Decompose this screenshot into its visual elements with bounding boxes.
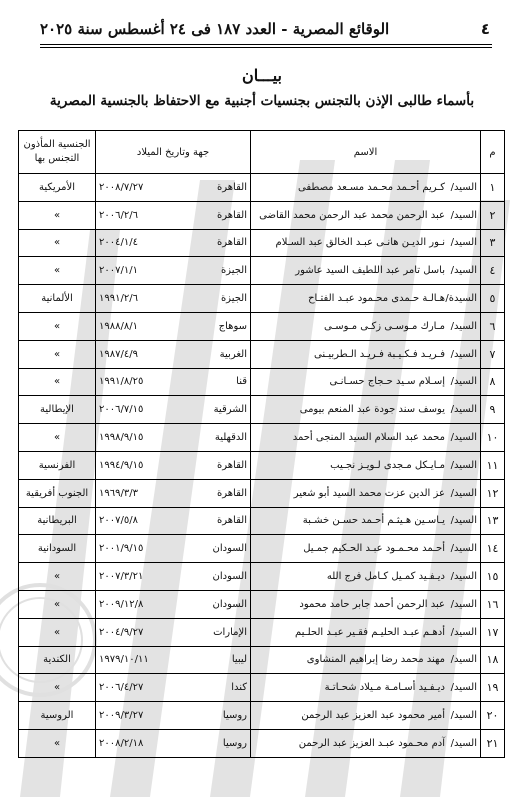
name-prefix: السيدة/ xyxy=(445,293,477,305)
row-number: ٢٠ xyxy=(481,702,505,730)
applicant-name-cell xyxy=(251,451,481,479)
name-prefix: السيد/ xyxy=(450,598,477,610)
nationality: الجنوب أفريقية xyxy=(19,479,96,507)
table-row xyxy=(19,535,505,563)
page-number: ٤ xyxy=(480,20,490,38)
applicant-name-cell xyxy=(251,563,481,591)
birth-place: السودان xyxy=(212,543,247,555)
table-row xyxy=(19,229,505,257)
applicant-name: عبد الرحمن محمد عبد الرحمن محمد القاضى xyxy=(259,209,445,221)
name-prefix: السيد/ xyxy=(450,376,477,388)
header-no: م xyxy=(481,131,505,174)
birth-date: ١٩٨٧/٤/٩ xyxy=(99,348,138,360)
applicant-name: هـالـة حـمدى محـمود عبـد الفتـاح xyxy=(308,293,445,305)
applicant-name-cell xyxy=(251,646,481,674)
nationality: الإيطالية xyxy=(19,396,96,424)
table-row xyxy=(19,396,505,424)
birth-place: ليبيا xyxy=(231,654,247,666)
nationality: » xyxy=(19,424,96,452)
birth-cell xyxy=(96,618,251,646)
birth-cell xyxy=(96,396,251,424)
name-prefix: السيد/ xyxy=(450,209,477,221)
birth-place: القاهرة xyxy=(217,209,247,221)
birth-date: ١٩٨٨/٨/١ xyxy=(99,320,138,332)
nationality: الروسية xyxy=(19,702,96,730)
header-name: الاسم xyxy=(251,131,481,174)
birth-place: كندا xyxy=(231,682,247,694)
row-number: ١٣ xyxy=(481,507,505,535)
nationality: » xyxy=(19,729,96,757)
birth-place: الشرقية xyxy=(213,404,247,416)
birth-cell xyxy=(96,590,251,618)
birth-date: ٢٠٠٤/١/٤ xyxy=(99,237,138,249)
table-row xyxy=(19,257,505,285)
row-number: ٣ xyxy=(481,229,505,257)
birth-place: الجيزة xyxy=(220,265,247,277)
birth-date: ١٩٦٩/٣/٣ xyxy=(99,487,138,499)
name-prefix: السيد/ xyxy=(450,515,477,527)
applicant-name: باسل تامر عبد اللطيف السيد عاشور xyxy=(295,265,445,277)
table-row xyxy=(19,201,505,229)
birth-date: ٢٠٠٧/١/١ xyxy=(99,265,138,277)
birth-place: سوهاج xyxy=(218,320,247,332)
applicant-name: عز الدين عزت محمد السيد أبو شعير xyxy=(293,487,445,499)
nationality: » xyxy=(19,368,96,396)
applicant-name: مهند محمد رضا إبراهيم المنشاوى xyxy=(306,654,445,666)
page-title: بيـــان xyxy=(242,66,282,85)
applicant-name-cell xyxy=(251,174,481,202)
birth-date: ٢٠٠٦/٤/٢٧ xyxy=(99,682,144,694)
row-number: ٥ xyxy=(481,285,505,313)
applicant-name-cell xyxy=(251,424,481,452)
row-number: ١٦ xyxy=(481,590,505,618)
header-rule xyxy=(40,44,492,45)
applicant-name: آدم محـمود عبـد العزيز عبد الرحمن xyxy=(298,737,445,749)
birth-date: ١٩٩١/٨/٢٥ xyxy=(99,376,144,388)
row-number: ٦ xyxy=(481,312,505,340)
applicant-name-cell xyxy=(251,257,481,285)
birth-date: ٢٠٠٩/١٢/٨ xyxy=(99,598,144,610)
name-prefix: السيد/ xyxy=(450,487,477,499)
table-row xyxy=(19,368,505,396)
applicant-name-cell xyxy=(251,507,481,535)
row-number: ٨ xyxy=(481,368,505,396)
nationality: » xyxy=(19,563,96,591)
applicant-name: يـاسـين هـيثـم أحـمد حسـن خشـبة xyxy=(302,515,445,527)
table-row xyxy=(19,479,505,507)
birth-place: الدقهلية xyxy=(214,432,247,444)
applicant-name-cell xyxy=(251,729,481,757)
birth-cell xyxy=(96,424,251,452)
birth-cell xyxy=(96,702,251,730)
birth-cell xyxy=(96,201,251,229)
birth-date: ٢٠٠٩/٣/٢٧ xyxy=(99,710,144,722)
nationality: » xyxy=(19,340,96,368)
applicant-name: أحـمد محـمـود عبـد الحـكيم جمـيل xyxy=(303,543,445,555)
applicant-name: ديـفـيد أسـامـة مـيلاد شحـاتـة xyxy=(324,682,445,694)
applicant-name-cell xyxy=(251,590,481,618)
applicant-name: يوسف سند جودة عبد المنعم بيومى xyxy=(299,404,445,416)
nationality: » xyxy=(19,257,96,285)
birth-cell xyxy=(96,340,251,368)
birth-place: روسيا xyxy=(222,737,247,749)
birth-cell xyxy=(96,257,251,285)
birth-date: ١٩٩٤/٩/١٥ xyxy=(99,459,144,471)
birth-cell xyxy=(96,729,251,757)
table-row xyxy=(19,590,505,618)
applicant-name: ديـفـيد كمـيل كـامل فرج الله xyxy=(326,571,445,583)
applicant-name-cell xyxy=(251,312,481,340)
birth-cell xyxy=(96,646,251,674)
name-prefix: السيد/ xyxy=(450,348,477,360)
name-prefix: السيد/ xyxy=(450,237,477,249)
applicant-name: مـايـكل مـجدى لـويـز نجـيب xyxy=(330,459,445,471)
birth-cell xyxy=(96,507,251,535)
nationality: » xyxy=(19,229,96,257)
row-number: ١٢ xyxy=(481,479,505,507)
birth-place: القاهرة xyxy=(217,181,247,193)
name-prefix: السيد/ xyxy=(450,737,477,749)
birth-place: القاهرة xyxy=(217,459,247,471)
row-number: ١ xyxy=(481,174,505,202)
header-rule xyxy=(40,47,492,48)
row-number: ٧ xyxy=(481,340,505,368)
applicant-name-cell xyxy=(251,368,481,396)
applicant-name-cell xyxy=(251,340,481,368)
applicant-name: نـور الديـن هانـى عبـد الخالق عبد السـلام xyxy=(275,237,445,249)
applicant-name-cell xyxy=(251,674,481,702)
applicant-name-cell xyxy=(251,396,481,424)
birth-cell xyxy=(96,229,251,257)
table-header-row xyxy=(19,131,505,174)
table-body xyxy=(19,174,505,758)
row-number: ١٧ xyxy=(481,618,505,646)
birth-place: السودان xyxy=(212,571,247,583)
name-prefix: السيد/ xyxy=(450,682,477,694)
birth-date: ٢٠٠٨/٧/٢٧ xyxy=(99,181,144,193)
birth-cell xyxy=(96,535,251,563)
row-number: ٢ xyxy=(481,201,505,229)
birth-date: ١٩٩١/٢/٦ xyxy=(99,293,138,305)
row-number: ٤ xyxy=(481,257,505,285)
nationality: الكندية xyxy=(19,646,96,674)
applicant-name: إسـلام سـيد حـجاج حسـانـى xyxy=(329,376,445,388)
row-number: ١٥ xyxy=(481,563,505,591)
birth-date: ٢٠٠٦/٧/١٥ xyxy=(99,404,144,416)
name-prefix: السيد/ xyxy=(450,459,477,471)
birth-place: القاهرة xyxy=(217,487,247,499)
birth-cell xyxy=(96,174,251,202)
name-prefix: السيد/ xyxy=(450,181,477,193)
nationality: » xyxy=(19,201,96,229)
applicant-name: فـريـد فـكـيـبة فـريـد الـطربيـنى xyxy=(314,348,445,360)
nationality: » xyxy=(19,590,96,618)
birth-date: ٢٠٠٧/٣/٢١ xyxy=(99,571,144,583)
page-header xyxy=(40,20,490,42)
applicant-name-cell xyxy=(251,479,481,507)
applicant-name: محمد عبد السلام السيد المنجى أحمد xyxy=(292,432,445,444)
table-row xyxy=(19,312,505,340)
table-row xyxy=(19,646,505,674)
birth-date: ٢٠٠٨/٢/١٨ xyxy=(99,737,144,749)
row-number: ١١ xyxy=(481,451,505,479)
applicant-name: عبد الرحمن أحمد جابر حامد محمود xyxy=(299,598,445,610)
applicants-table xyxy=(18,130,505,758)
nationality: البريطانية xyxy=(19,507,96,535)
name-prefix: السيد/ xyxy=(450,320,477,332)
birth-place: القاهرة xyxy=(217,237,247,249)
nationality: » xyxy=(19,674,96,702)
applicant-name-cell xyxy=(251,702,481,730)
table-row xyxy=(19,702,505,730)
row-number: ٢١ xyxy=(481,729,505,757)
row-number: ١٤ xyxy=(481,535,505,563)
applicant-name-cell xyxy=(251,618,481,646)
nationality: السودانية xyxy=(19,535,96,563)
name-prefix: السيد/ xyxy=(450,432,477,444)
row-number: ١٠ xyxy=(481,424,505,452)
name-prefix: السيد/ xyxy=(450,571,477,583)
table-row xyxy=(19,340,505,368)
applicant-name: أدهـم عبـد الحليـم فقـير عبـد الحلـيم xyxy=(295,626,445,638)
table-row xyxy=(19,729,505,757)
birth-place: الإمارات xyxy=(213,626,247,638)
applicant-name-cell xyxy=(251,229,481,257)
header-birth: جهة وتاريخ الميلاد xyxy=(96,131,251,174)
publication-line: الوقائع المصرية - العدد ١٨٧ فى ٢٤ أغسطس سنة ٢٠٢٥ xyxy=(40,20,390,38)
name-prefix: السيد/ xyxy=(450,404,477,416)
applicant-name: مـارك مـوسـى زكـى مـوسـى xyxy=(324,320,445,332)
birth-place: الغربية xyxy=(219,348,247,360)
name-prefix: السيد/ xyxy=(450,626,477,638)
nationality: الأمريكية xyxy=(19,174,96,202)
name-prefix: السيد/ xyxy=(450,265,477,277)
applicant-name: أمير محمود عبد العزيز عبد الرحمن xyxy=(301,710,445,722)
applicant-name-cell xyxy=(251,201,481,229)
birth-date: ٢٠٠٦/٢/٦ xyxy=(99,209,138,221)
birth-date: ٢٠٠٤/٩/٢٧ xyxy=(99,626,144,638)
table-row xyxy=(19,674,505,702)
nationality: الألمانية xyxy=(19,285,96,313)
table-row xyxy=(19,563,505,591)
nationality: » xyxy=(19,312,96,340)
birth-cell xyxy=(96,479,251,507)
applicant-name-cell xyxy=(251,285,481,313)
name-prefix: السيد/ xyxy=(450,543,477,555)
name-prefix: السيد/ xyxy=(450,654,477,666)
table-row xyxy=(19,424,505,452)
birth-cell xyxy=(96,451,251,479)
row-number: ١٩ xyxy=(481,674,505,702)
birth-place: القاهرة xyxy=(217,515,247,527)
birth-cell xyxy=(96,368,251,396)
page-subtitle: بأسماء طالبى الإذن بالتجنس بجنسيات أجنبية مع الاحتفاظ بالجنسية المصرية xyxy=(49,93,475,109)
table-row xyxy=(19,618,505,646)
name-prefix: السيد/ xyxy=(450,710,477,722)
birth-place: قنا xyxy=(236,376,247,388)
table-row xyxy=(19,285,505,313)
birth-cell xyxy=(96,312,251,340)
table-row xyxy=(19,174,505,202)
applicant-name: كـريم أحـمد محـمد مسـعد مصطفى xyxy=(298,181,445,193)
birth-place: السودان xyxy=(212,598,247,610)
birth-cell xyxy=(96,563,251,591)
birth-date: ٢٠٠١/٩/١٥ xyxy=(99,543,144,555)
birth-date: ١٩٩٨/٩/١٥ xyxy=(99,432,144,444)
nationality: » xyxy=(19,618,96,646)
birth-place: روسيا xyxy=(222,710,247,722)
nationality: الفرنسية xyxy=(19,451,96,479)
birth-place: الجيزة xyxy=(220,293,247,305)
birth-cell xyxy=(96,674,251,702)
birth-cell xyxy=(96,285,251,313)
row-number: ١٨ xyxy=(481,646,505,674)
applicant-name-cell xyxy=(251,535,481,563)
table-row xyxy=(19,451,505,479)
header-nationality: الجنسية المأذون التجنس بها xyxy=(19,131,96,174)
row-number: ٩ xyxy=(481,396,505,424)
birth-date: ٢٠٠٧/٥/٨ xyxy=(99,515,138,527)
birth-date: ١٩٧٩/١٠/١١ xyxy=(99,654,149,666)
table-row xyxy=(19,507,505,535)
